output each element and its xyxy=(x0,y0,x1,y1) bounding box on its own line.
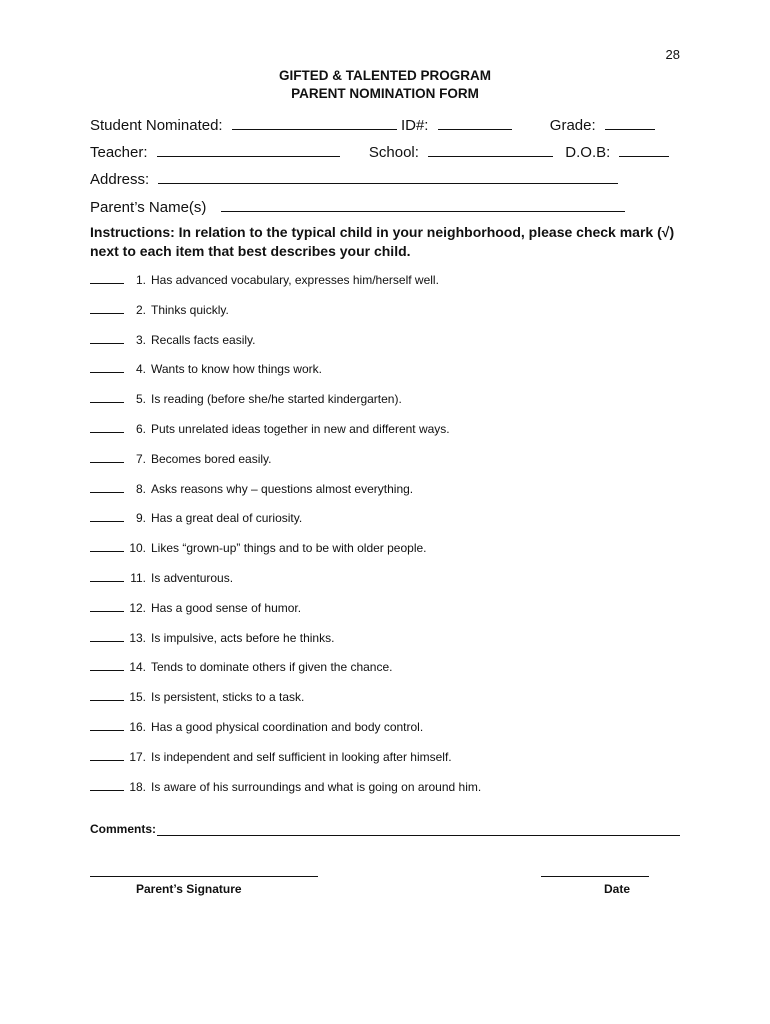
item-text: Has a good sense of humor. xyxy=(151,600,302,615)
item-number: 18. xyxy=(129,779,146,794)
item-number: 12. xyxy=(129,600,146,615)
item-number: 4. xyxy=(135,362,146,377)
title-line-2: PARENT NOMINATION FORM xyxy=(291,86,479,101)
student-field[interactable] xyxy=(232,115,397,130)
item-number: 2. xyxy=(135,302,146,317)
checklist-item xyxy=(90,480,481,510)
item-number: 15. xyxy=(129,690,146,705)
form-title xyxy=(0,67,770,103)
teacher-row xyxy=(90,142,669,163)
checklist-item xyxy=(90,718,481,748)
item-number: 8. xyxy=(135,481,146,496)
item-text: Is independent and self sufficient in looking after himself. xyxy=(151,749,452,764)
item-text: Is aware of his surroundings and what is going on around him. xyxy=(151,779,482,794)
item-number: 1. xyxy=(135,273,146,287)
checklist xyxy=(90,271,481,807)
item-number: 17. xyxy=(129,749,146,764)
checklist-item xyxy=(90,331,481,361)
checklist-item xyxy=(90,658,481,688)
title-line-1: GIFTED & TALENTED PROGRAM xyxy=(279,68,491,83)
item-number: 3. xyxy=(135,332,146,347)
item-number: 7. xyxy=(135,451,146,466)
dob-field[interactable] xyxy=(619,142,669,157)
school-label: School: xyxy=(368,144,419,161)
checklist-item xyxy=(90,420,481,450)
check-mark-field[interactable] xyxy=(90,688,124,701)
teacher-label: Teacher: xyxy=(90,144,148,161)
item-text: Has a great deal of curiosity. xyxy=(151,511,303,526)
item-text: Is reading (before she/he started kindergarten). xyxy=(151,392,402,407)
school-field[interactable] xyxy=(428,142,553,157)
check-mark-field[interactable] xyxy=(90,271,124,284)
checklist-item xyxy=(90,390,481,420)
checklist-item xyxy=(90,629,481,659)
checklist-item xyxy=(90,778,481,808)
address-field[interactable] xyxy=(158,169,618,184)
item-text: Thinks quickly. xyxy=(151,302,229,317)
dob-label: D.O.B: xyxy=(565,144,611,161)
item-number: 11. xyxy=(130,570,146,585)
item-text: Wants to know how things work. xyxy=(151,362,322,377)
checklist-item xyxy=(90,688,481,718)
check-mark-field[interactable] xyxy=(90,480,124,493)
id-label: ID#: xyxy=(400,117,429,134)
check-mark-field[interactable] xyxy=(90,390,124,403)
date-field[interactable] xyxy=(541,876,649,877)
checklist-item xyxy=(90,509,481,539)
check-mark-field[interactable] xyxy=(90,748,124,761)
check-mark-field[interactable] xyxy=(90,420,124,433)
item-text: Is impulsive, acts before he thinks. xyxy=(151,630,335,645)
item-number: 13. xyxy=(129,630,146,645)
check-mark-field[interactable] xyxy=(90,331,124,344)
check-mark-field[interactable] xyxy=(90,718,124,731)
check-mark-field[interactable] xyxy=(90,629,124,642)
item-text: Asks reasons why – questions almost everything. xyxy=(151,481,414,496)
teacher-field[interactable] xyxy=(157,142,340,157)
grade-field[interactable] xyxy=(605,115,655,130)
instructions-text: Instructions: In relation to the typical child in your neighborhood, please check mark (√) next to each item that best describes your child. xyxy=(90,224,675,259)
item-number: 9. xyxy=(135,511,146,526)
checklist-item xyxy=(90,539,481,569)
comments-label: Comments: xyxy=(90,822,157,836)
student-label: Student Nominated: xyxy=(90,117,223,134)
comments-field[interactable] xyxy=(157,822,680,836)
item-text: Is persistent, sticks to a task. xyxy=(151,690,305,705)
signature-field[interactable] xyxy=(90,876,318,877)
item-text: Likes “grown-up” things and to be with older people. xyxy=(151,541,427,556)
checklist-item xyxy=(90,301,481,331)
item-text: Tends to dominate others if given the chance. xyxy=(151,660,393,675)
item-number: 6. xyxy=(135,421,146,436)
item-text: Has advanced vocabulary, expresses him/herself well. xyxy=(151,273,439,287)
student-row xyxy=(90,115,655,136)
item-text: Becomes bored easily. xyxy=(151,451,272,466)
address-row xyxy=(90,169,618,190)
check-mark-field[interactable] xyxy=(90,778,124,791)
parents-field[interactable] xyxy=(221,197,625,212)
checklist-item xyxy=(90,271,481,301)
checklist-item xyxy=(90,360,481,390)
item-text: Puts unrelated ideas together in new and different ways. xyxy=(151,421,450,436)
check-mark-field[interactable] xyxy=(90,658,124,671)
comments-row xyxy=(90,822,680,836)
date-label: Date xyxy=(604,882,631,896)
parents-row xyxy=(90,197,625,218)
checklist-item xyxy=(90,450,481,480)
check-mark-field[interactable] xyxy=(90,569,124,582)
item-text: Is adventurous. xyxy=(151,570,234,585)
item-number: 14. xyxy=(129,660,146,675)
item-number: 16. xyxy=(129,719,146,734)
check-mark-field[interactable] xyxy=(90,450,124,463)
item-number: 5. xyxy=(135,392,146,407)
check-mark-field[interactable] xyxy=(90,360,124,373)
checklist-item xyxy=(90,599,481,629)
check-mark-field[interactable] xyxy=(90,509,124,522)
check-mark-field[interactable] xyxy=(90,539,124,552)
id-field[interactable] xyxy=(438,115,512,130)
check-mark-field[interactable] xyxy=(90,301,124,314)
item-text: Recalls facts easily. xyxy=(151,332,256,347)
item-text: Has a good physical coordination and body control. xyxy=(151,719,424,734)
item-number: 10. xyxy=(129,541,146,556)
checklist-item xyxy=(90,569,481,599)
parents-label: Parent’s Name(s) xyxy=(90,199,207,216)
page-number: 28 xyxy=(665,47,680,62)
check-mark-field[interactable] xyxy=(90,599,124,612)
checklist-item xyxy=(90,748,481,778)
signature-label: Parent’s Signature xyxy=(136,882,242,896)
address-label: Address: xyxy=(90,171,150,188)
grade-label: Grade: xyxy=(549,117,596,134)
